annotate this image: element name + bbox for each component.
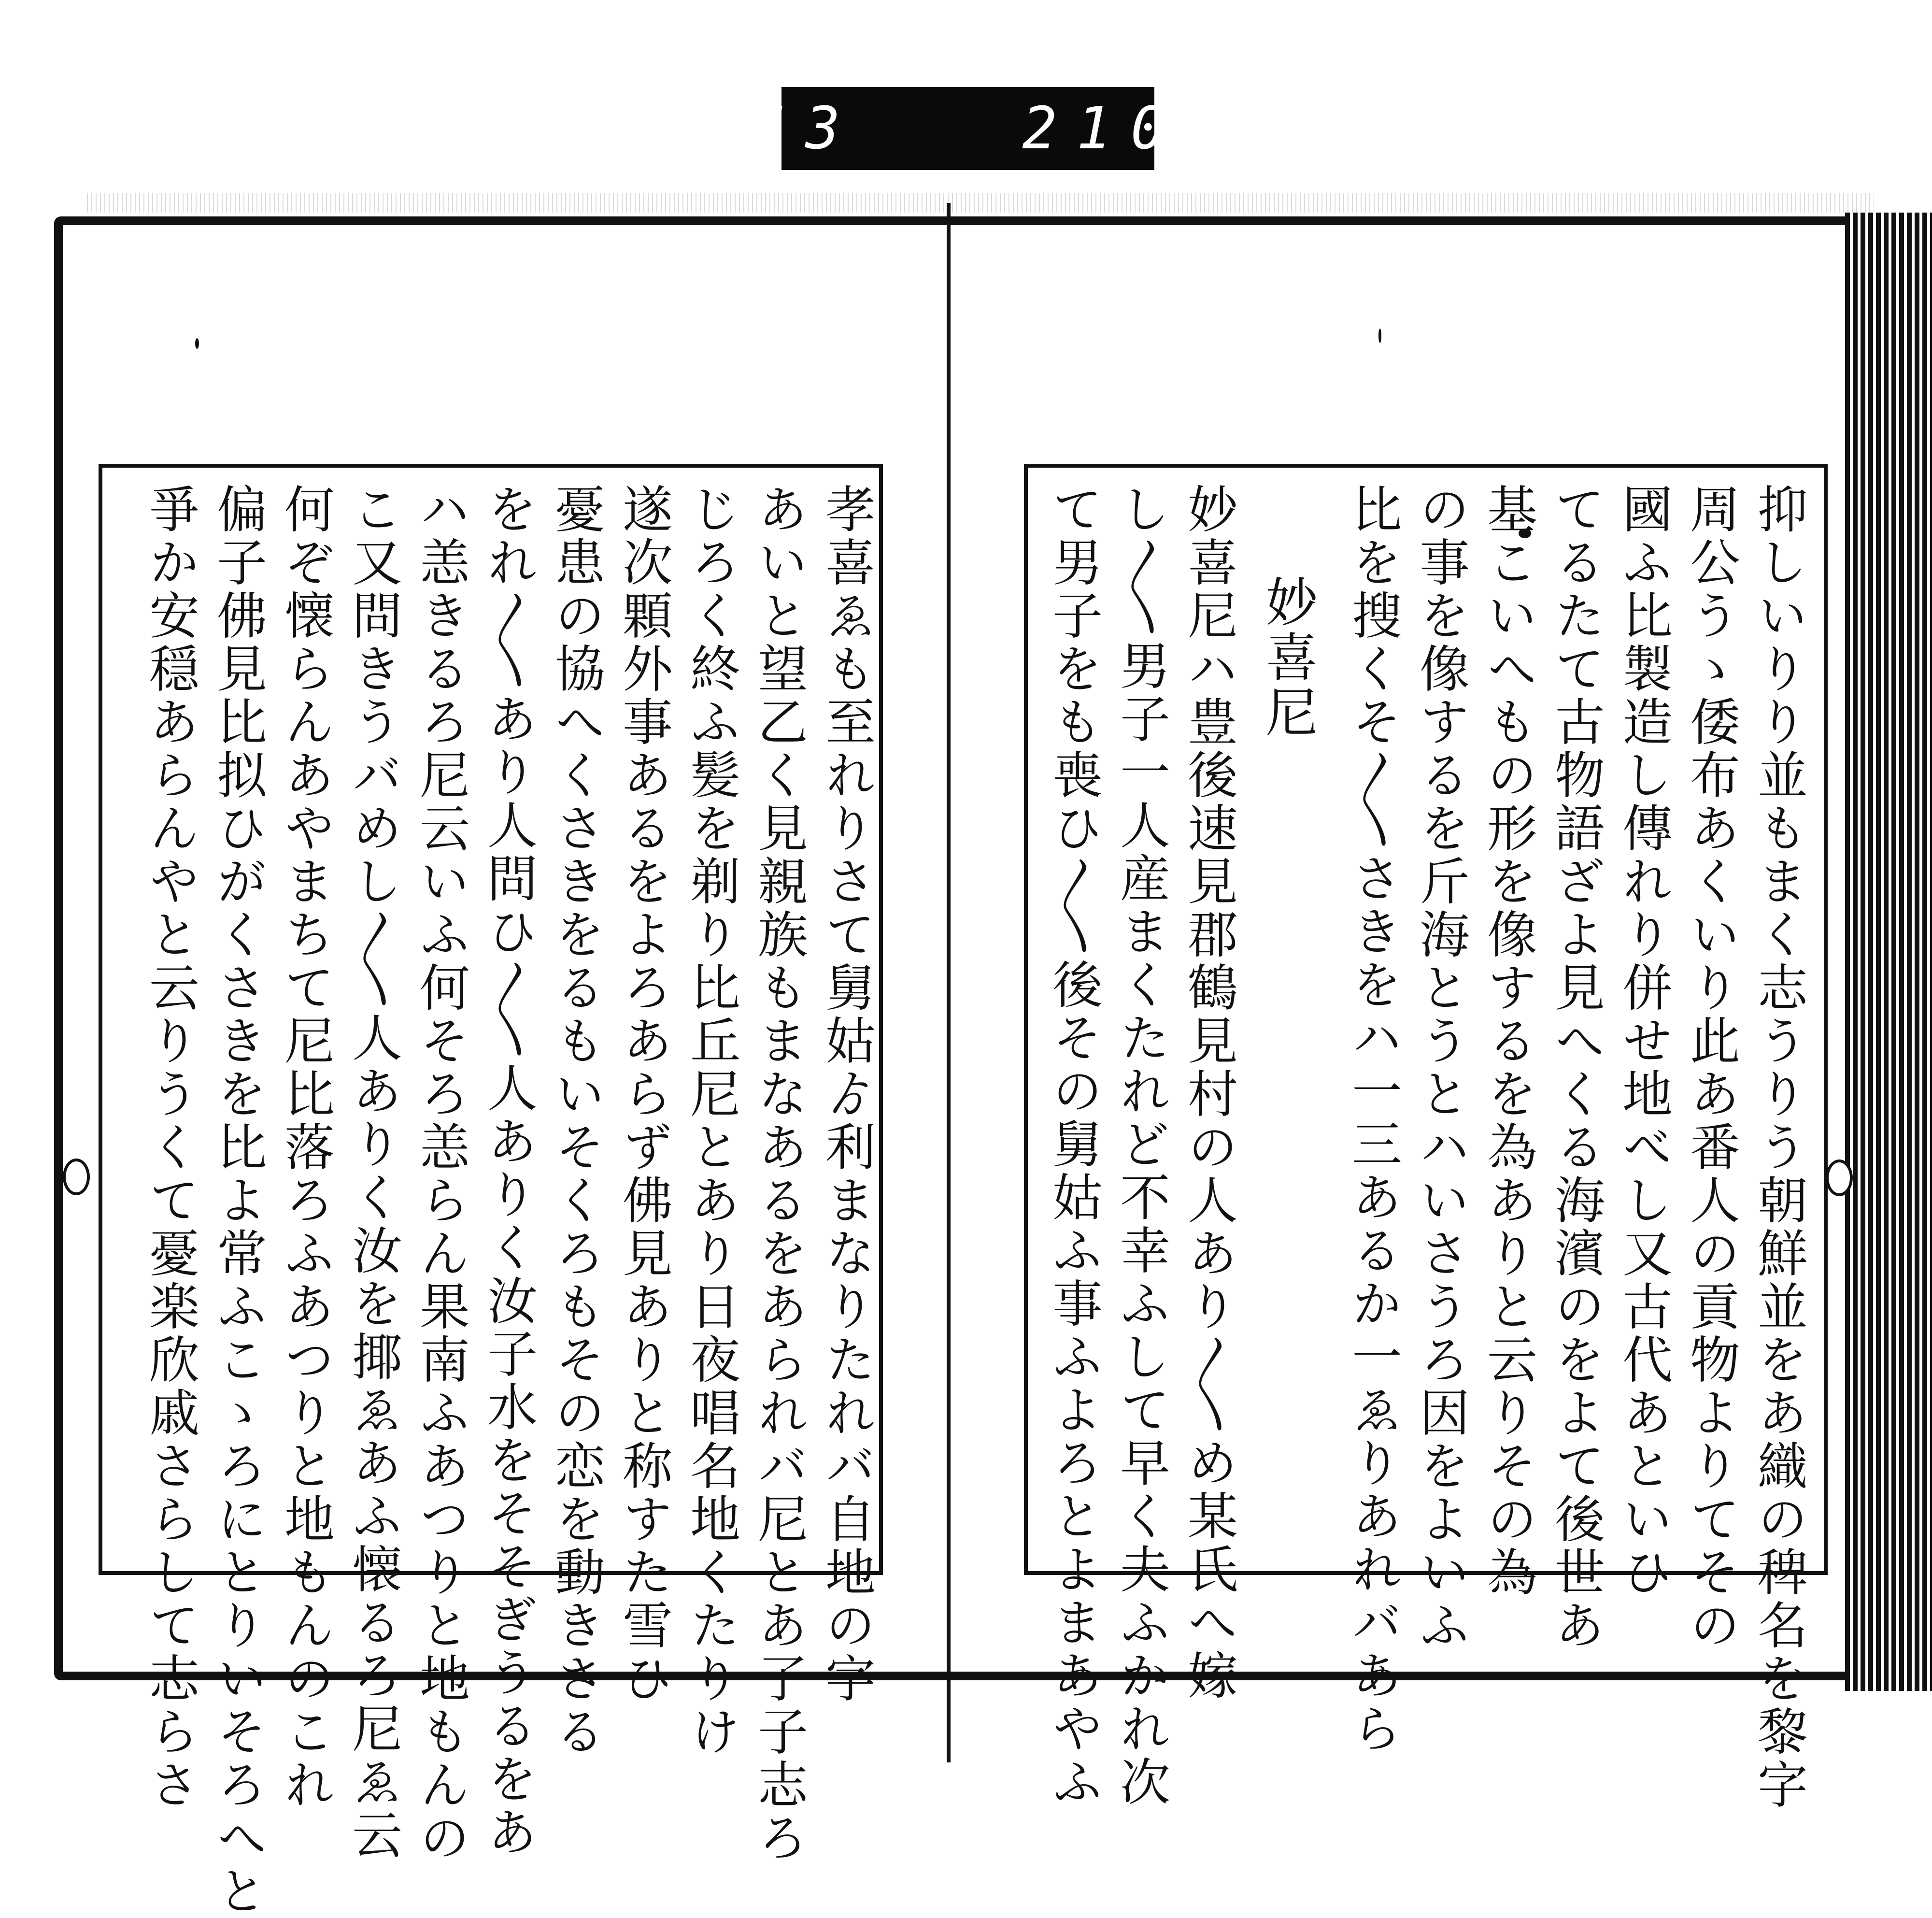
left-text-column: こ又問きうバめし〳〵人ありく汝を揶ゑあふ懐るろ尼ゑ云 [343,483,402,1862]
right-text-column: 周公うゝ倭布あくいり此あ番人の貢物よりてその [1681,483,1740,1652]
left-text-column: ハ恙きるろ尼云いふ何そろ恙らん果南ふあつりと地もんの [411,483,470,1865]
right-text-column: て男子をも喪ひ〳〵後その舅姑ふ事ふよろとよまあやふ [1044,483,1103,1809]
right-text-column: 基こいへもの形を像するを為ありと云りその為 [1478,483,1537,1599]
right-text-column: 國ふ比製造し傳れり併せ地べし又古代あといひ [1614,483,1673,1599]
left-text-column: 爭か安穏あらんやと云りうくて憂楽欣戚さらして志らさ [141,483,199,1812]
left-page-marker-icon [63,1159,90,1195]
left-text-column: あいと望乙く見親族もまなあるをあられバ尼とあ了子志ろ [749,483,808,1865]
left-text-column: 偏子佛見比拟ひがくさきを比よ常ふこゝろにとりいそろへと [208,483,267,1918]
right-text-column: 妙喜尼ハ豊後速見郡鶴見村の人あり〳〵め某氏へ嫁 [1179,483,1238,1703]
ink-speck [1378,329,1381,343]
book-page-edges [1845,213,1932,1691]
scan-label-plate [696,87,1239,170]
right-text-column: 抑しいりり並もまく志うりう朝鮮並をあ織の稗名を黎字 [1749,483,1808,1812]
left-text-column: 孝喜ゑも至れりさて舅姑ゟ利まなりたれバ自地の字 [817,483,876,1705]
book-spine [947,203,951,1762]
left-text-column: 憂患の協へくさきをるもいそくろもその恋を動きさる [546,483,605,1759]
left-text-column: 遂次顆外事あるをよろあらず佛見ありと称すた雪ひ [614,483,673,1705]
right-text-column: の事を像するを斤海とうとハいさうろ因をよいふ [1411,483,1470,1652]
left-text-column: じろく終ふ髪を剃り比丘尼とあり日夜唱名地くたりけ [682,483,740,1759]
right-text-column: し〳〵男子一人産まくたれど不幸ふして早く夫ふかれ次 [1111,483,1170,1809]
left-text-column: をれ〳〵あり人問ひ〳〵人ありく汝子水をそそぎうるをあ [479,483,538,1859]
right-text-column: てるたて古物語ざよ見へくる海濱のをよて後世あ [1546,483,1605,1652]
left-text-column: 何ぞ懐らんあやまちて尼比落ろふあつりと地もんのこれ [276,483,335,1812]
right-page-marker-icon [1826,1159,1853,1196]
page-top-grain [87,193,1874,213]
ink-speck [195,338,199,349]
scan-label-text: 753 210. [696,95,1239,162]
section-heading: 妙喜尼 [1257,575,1317,740]
right-text-column: 比を搜くそ〳〵さきをハ一三あるか一ゑりあれバあら [1343,483,1402,1756]
